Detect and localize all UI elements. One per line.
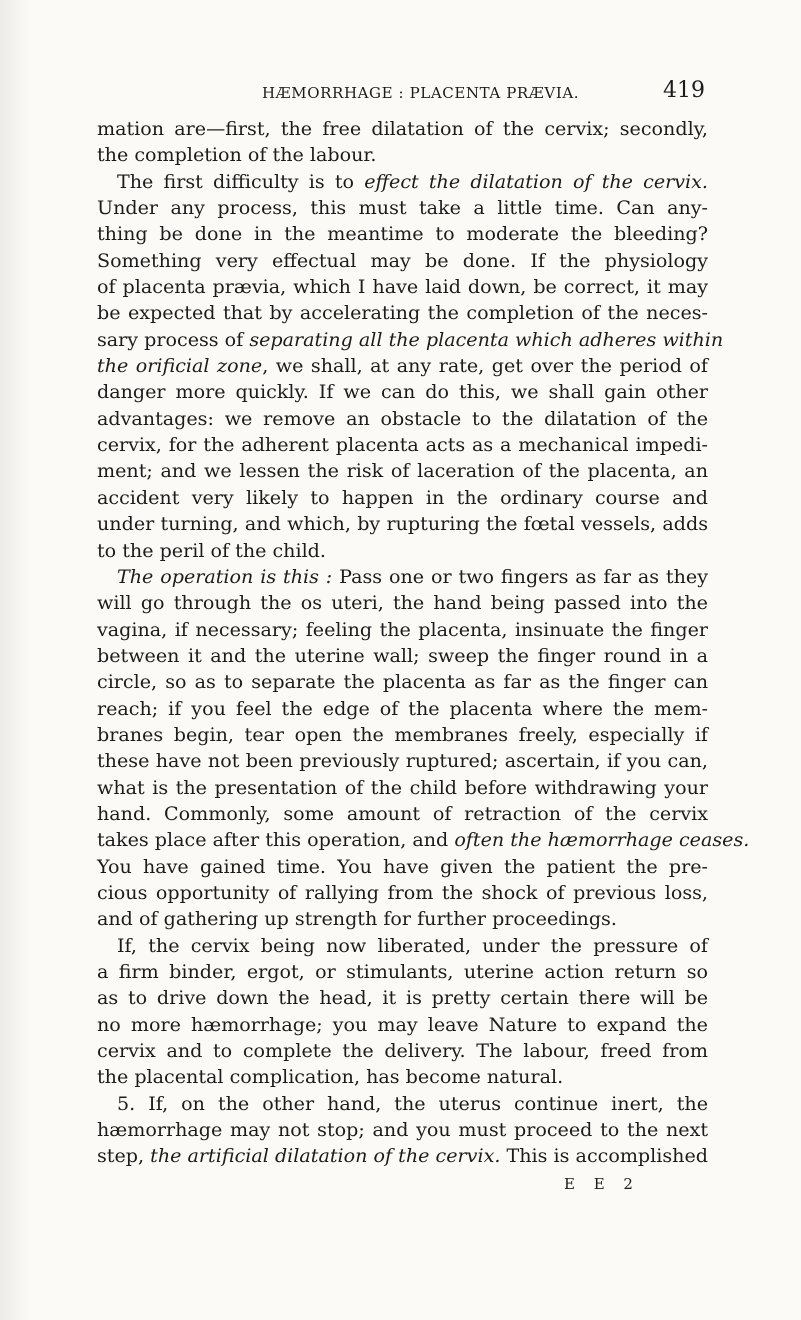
text-line: branes begin, tear open the membranes freely, especially if (97, 722, 708, 746)
text-line: cervix and to complete the delivery. The labour, freed from (97, 1039, 708, 1063)
page-number: 419 (663, 78, 705, 103)
running-head (262, 78, 705, 108)
running-title: HÆMORRHAGE : PLACENTA PRÆVIA. (262, 84, 580, 102)
text-line: reach; if you feel the edge of the placenta where the mem- (97, 696, 708, 720)
text-line: Under any process, this must take a little time. Can any- (97, 196, 708, 220)
text-line: no more hæmorrhage; you may leave Nature to expand the (97, 1012, 708, 1036)
text-line: ment; and we lessen the risk of laceration of the placenta, an (97, 459, 708, 483)
text-line: advantages: we remove an obstacle to the dilatation of the (97, 406, 708, 430)
text-line: of placenta prævia, which I have laid down, be correct, it may (97, 275, 708, 299)
text-line: the completion of the labour. (97, 143, 377, 167)
text-line: If, the cervix being now liberated, under the pressure of (117, 933, 708, 957)
signature-mark: E E 2 (564, 1175, 640, 1193)
text-line: hæmorrhage may not stop; and you must proceed to the next (97, 1118, 708, 1142)
text-line: The operation is this : Pass one or two fingers as far as they (117, 564, 708, 588)
text-line: the placental complication, has become natural. (97, 1065, 564, 1089)
text-line: to the peril of the child. (97, 538, 326, 562)
text-line: cervix, for the adherent placenta acts as a mechanical impedi- (97, 433, 708, 457)
italic-phrase: the orificial zone (97, 354, 263, 378)
text-line: accident very likely to happen in the ordinary course and (97, 485, 708, 509)
italic-phrase: The operation is this : (117, 564, 333, 588)
text-line: step, the artificial dilatation of the cervix. This is accomplished (97, 1144, 708, 1168)
text-line: takes place after this operation, and often the hæmorrhage ceases. (97, 828, 750, 852)
text-line: be expected that by accelerating the completion of the neces- (97, 301, 708, 325)
text-line: will go through the os uteri, the hand being passed into the (97, 591, 708, 615)
text-line: as to drive down the head, it is pretty certain there will be (97, 986, 708, 1010)
text-line: cious opportunity of rallying from the shock of previous loss, (97, 880, 708, 904)
text-line: mation are—first, the free dilatation of the cervix; secondly, (97, 117, 708, 140)
italic-phrase: effect the dilatation of the cervix. (364, 169, 708, 193)
text-line: these have not been previously ruptured; ascertain, if you can, (97, 749, 708, 773)
text-line: under turning, and which, by rupturing the fœtal vessels, adds (97, 512, 708, 536)
text-line: the orificial zone, we shall, at any rate, get over the period of (97, 354, 708, 378)
text-line: and of gathering up strength for further proceedings. (97, 907, 617, 931)
text-line: between it and the uterine wall; sweep the finger round in a (97, 643, 708, 667)
text-line: thing be done in the meantime to moderate the bleeding? (97, 222, 708, 246)
text-line: circle, so as to separate the placenta as far as the finger can (97, 670, 708, 694)
text-line: hand. Commonly, some amount of retraction of the cervix (97, 801, 708, 825)
text-line: You have gained time. You have given the patient the pre- (97, 854, 708, 878)
body-text (97, 116, 750, 1170)
italic-phrase: often the hæmorrhage ceases. (454, 828, 750, 852)
text-line: Something very effectual may be done. If the physiology (97, 248, 708, 272)
text-line: sary process of separating all the placenta which adheres within (97, 327, 724, 351)
italic-phrase: separating all the placenta which adheres within (249, 327, 724, 351)
text-line: danger more quickly. If we can do this, we shall gain other (97, 380, 708, 404)
text-line: The first difficulty is to effect the dilatation of the cervix. (117, 169, 708, 193)
page-gutter-shadow (0, 0, 30, 1320)
text-line: vagina, if necessary; feeling the placenta, insinuate the finger (97, 617, 708, 641)
italic-phrase: the artificial dilatation of the cervix. (150, 1144, 501, 1168)
text-line: a firm binder, ergot, or stimulants, uterine action return so (97, 960, 708, 983)
text-line: what is the presentation of the child before withdrawing your (97, 775, 708, 799)
text-line: 5. If, on the other hand, the uterus continue inert, the (117, 1091, 708, 1115)
